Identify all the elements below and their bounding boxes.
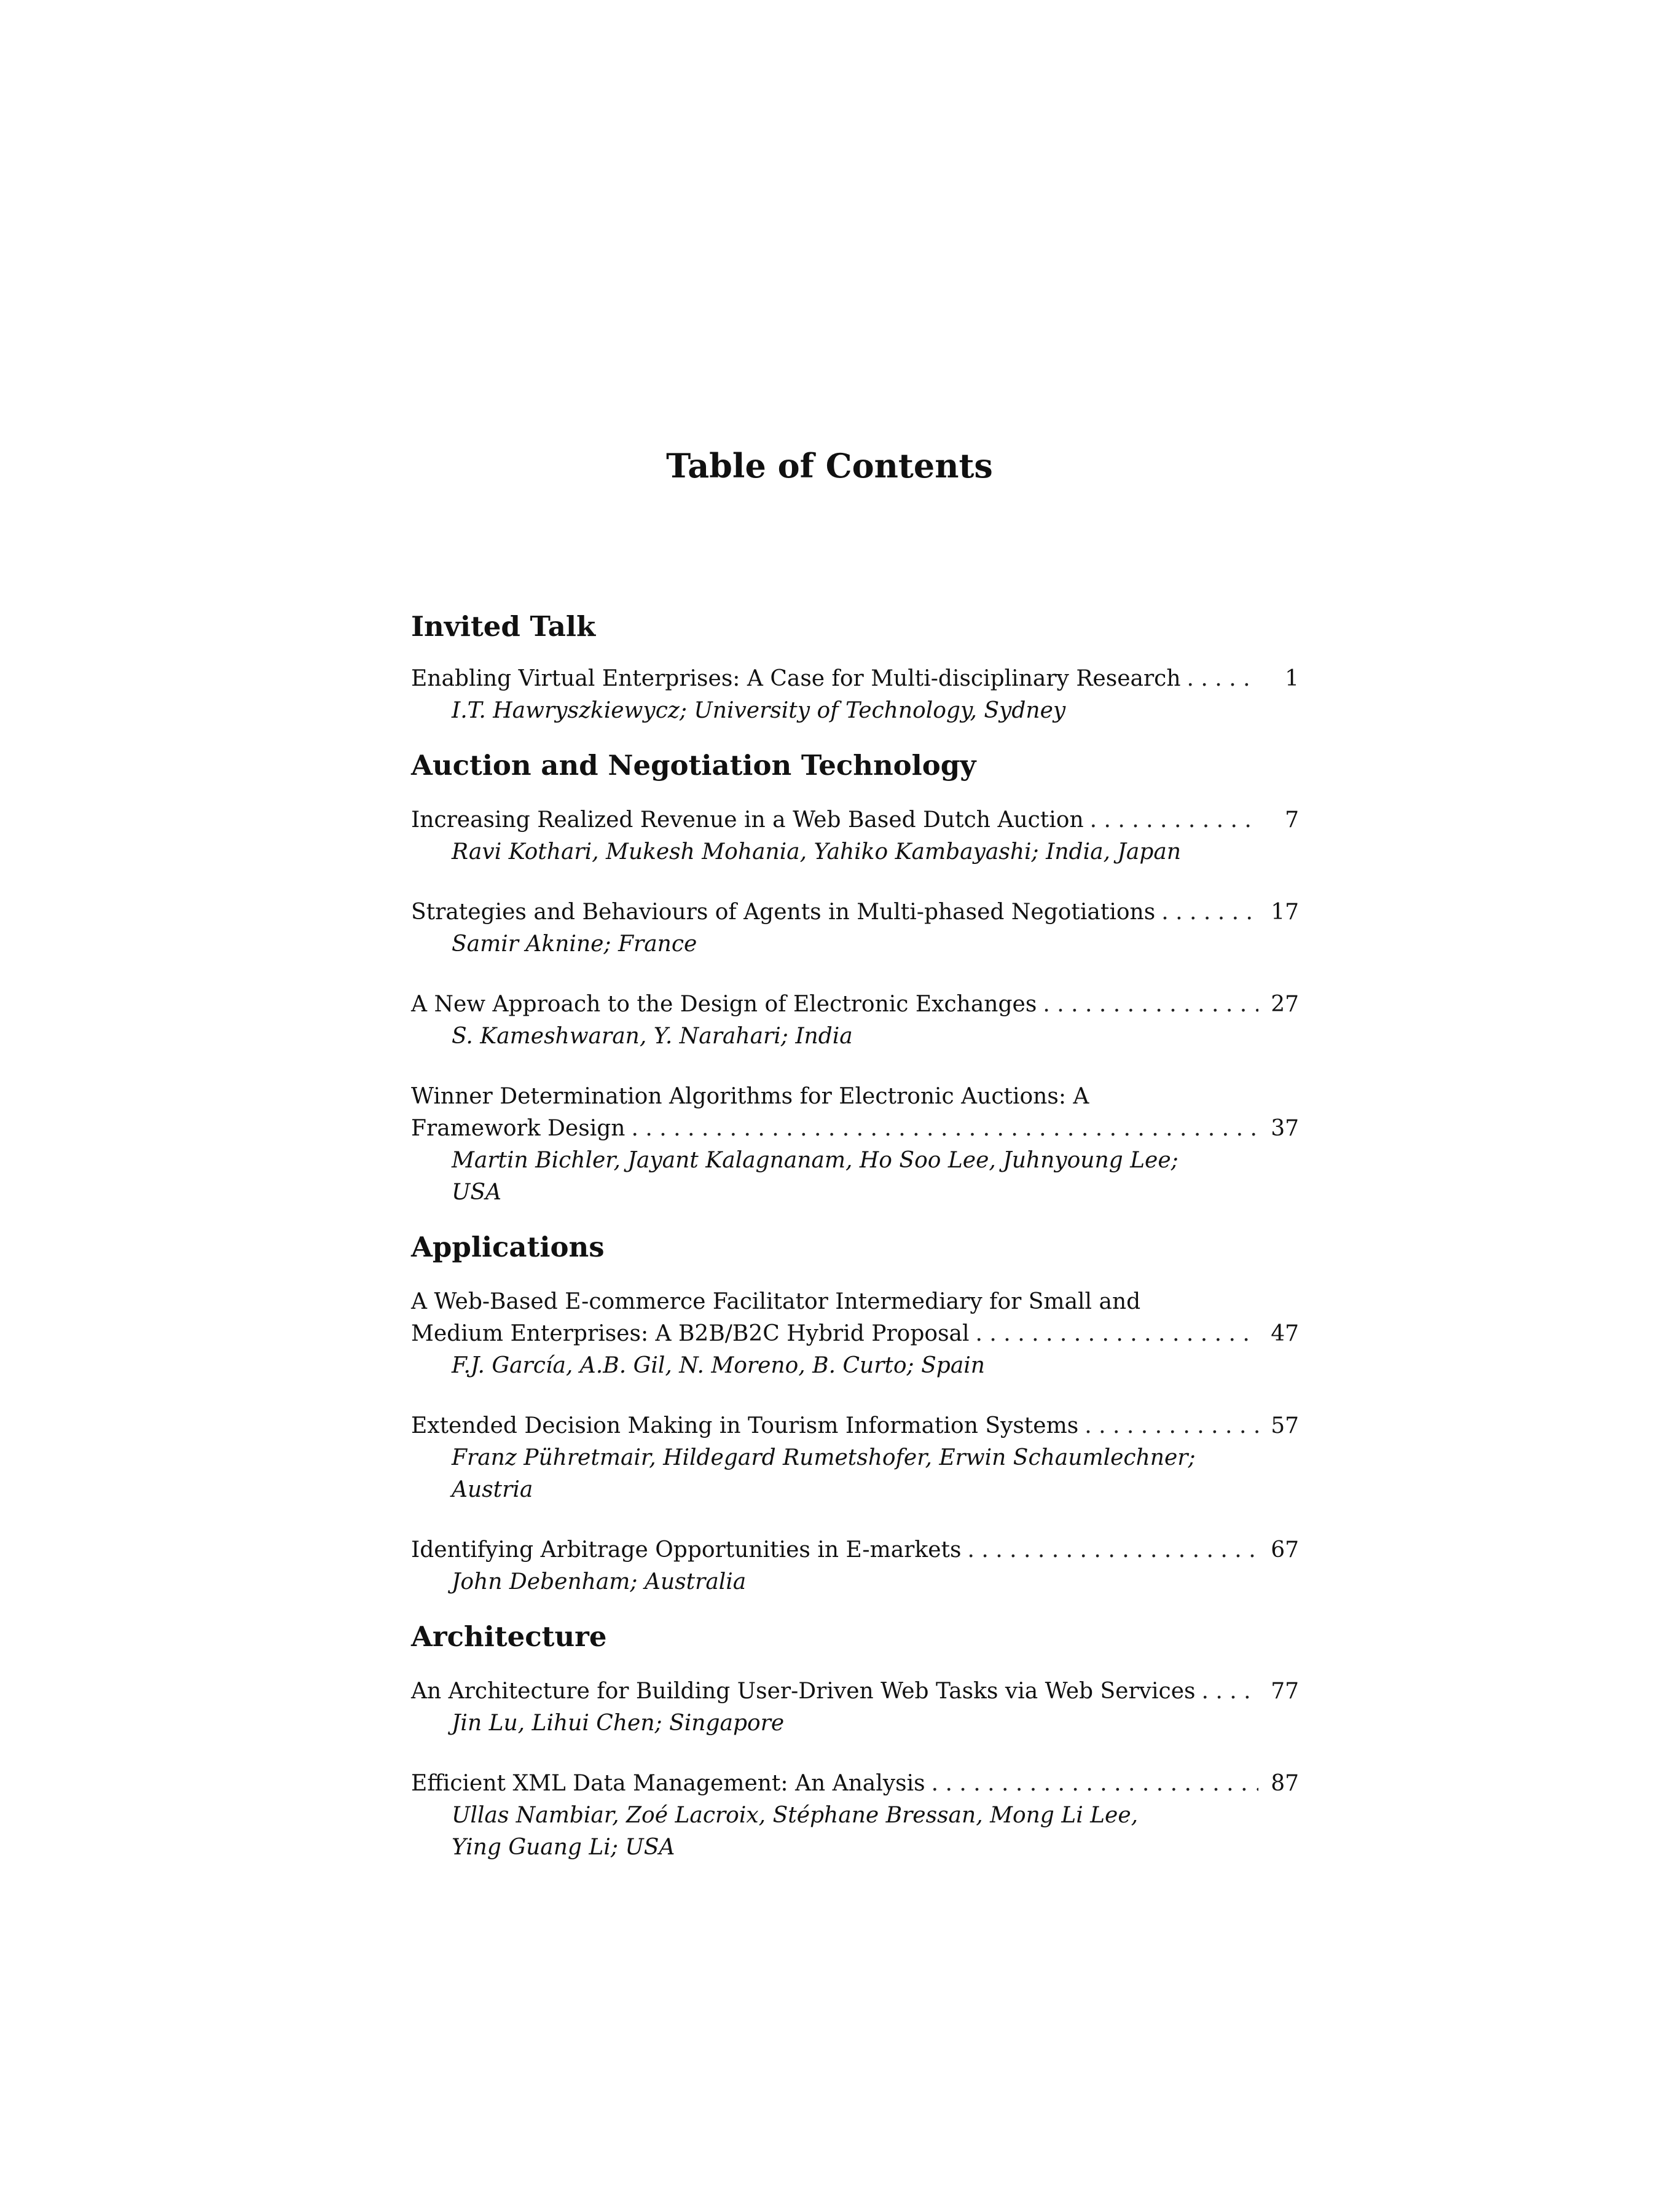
page-number: 67 (1271, 1537, 1299, 1563)
toc-entry[interactable] (411, 663, 1299, 727)
dot-leader (1078, 1410, 1258, 1442)
page-title: Table of Contents (666, 446, 993, 485)
entry-title-text: A Web-Based E-commerce Facilitator Intermediary for Small and (411, 1289, 1141, 1314)
entry-title-line (411, 663, 1299, 695)
entry-title-line (411, 1410, 1299, 1442)
spacer (411, 727, 1299, 744)
entry-title-text: Identifying Arbitrage Opportunities in E-markets (411, 1537, 962, 1563)
spacer (411, 1053, 1299, 1081)
entry-authors: S. Kameshwaran, Y. Narahari; India (452, 1024, 853, 1049)
entry-title-text: A New Approach to the Design of Electronic Exchanges (411, 992, 1037, 1017)
toc-entry[interactable] (411, 1286, 1299, 1382)
entry-title-line (411, 1113, 1299, 1145)
spacer (411, 1658, 1299, 1676)
toc-section (411, 1226, 1299, 1615)
spacer (411, 1269, 1299, 1286)
toc-entry[interactable] (411, 1768, 1299, 1864)
spacer (411, 1209, 1299, 1226)
dot-leader (961, 1534, 1258, 1566)
entry-title-line (411, 1286, 1299, 1318)
toc-section (411, 605, 1299, 744)
spacer (411, 1598, 1299, 1615)
toc-section (411, 1615, 1299, 1864)
entry-title-text: Strategies and Behaviours of Agents in Multi-phased Negotiations (411, 900, 1156, 925)
entry-title-line (411, 1081, 1299, 1113)
dot-leader (625, 1113, 1258, 1145)
dot-leader (1181, 663, 1258, 695)
entry-title-text: Enabling Virtual Enterprises: A Case for Multi-disciplinary Research (411, 666, 1181, 691)
entry-authors: Samir Aknine; France (452, 931, 697, 957)
section-title: Auction and Negotiation Technology (411, 749, 976, 782)
entry-authors: Ullas Nambiar, Zoé Lacroix, Stéphane Bressan, Mong Li Lee, Ying Guang Li; USA (452, 1803, 1139, 1860)
toc-entry[interactable] (411, 804, 1299, 868)
page-number: 47 (1271, 1321, 1299, 1346)
spacer (411, 787, 1299, 804)
section-title: Architecture (411, 1620, 607, 1653)
entry-title-line (411, 1676, 1299, 1708)
entry-authors: John Debenham; Australia (452, 1569, 747, 1594)
page-number: 77 (1271, 1679, 1299, 1704)
spacer (411, 1739, 1299, 1768)
entry-title-text: Winner Determination Algorithms for Electronic Auctions: A (411, 1084, 1089, 1109)
dot-leader (1084, 804, 1258, 836)
entry-title-line (411, 1318, 1299, 1350)
toc-entry[interactable] (411, 1534, 1299, 1598)
entry-authors: Franz Pühretmair, Hildegard Rumetshofer, Erwin Schaumlechner; Austria (452, 1445, 1196, 1502)
entry-title-line (411, 896, 1299, 928)
entry-authors: I.T. Hawryszkiewycz; University of Technology, Sydney (452, 698, 1066, 723)
page-number: 57 (1271, 1413, 1299, 1438)
section-title: Applications (411, 1231, 605, 1263)
section-title: Invited Talk (411, 610, 596, 643)
entry-title-text: Efficient XML Data Management: An Analysis (411, 1771, 925, 1796)
page-number: 37 (1271, 1116, 1299, 1141)
page-number: 7 (1285, 807, 1299, 833)
table-of-contents (411, 605, 1299, 1864)
page-number: 27 (1271, 992, 1299, 1017)
spacer (411, 648, 1299, 663)
dot-leader (925, 1768, 1258, 1800)
toc-entry[interactable] (411, 989, 1299, 1053)
toc-entry[interactable] (411, 896, 1299, 960)
entry-title-text: Increasing Realized Revenue in a Web Based Dutch Auction (411, 807, 1084, 833)
spacer (411, 1382, 1299, 1410)
page-number: 87 (1271, 1771, 1299, 1796)
entry-authors: Martin Bichler, Jayant Kalagnanam, Ho Soo Lee, Juhnyoung Lee; USA (452, 1148, 1179, 1205)
toc-entry[interactable] (411, 1410, 1299, 1506)
entry-authors: F.J. García, A.B. Gil, N. Moreno, B. Curto; Spain (452, 1353, 985, 1378)
spacer (411, 1506, 1299, 1534)
spacer (411, 960, 1299, 989)
dot-leader (1155, 896, 1258, 928)
page-number: 1 (1285, 666, 1299, 691)
entry-authors: Jin Lu, Lihui Chen; Singapore (452, 1711, 785, 1736)
page-number: 17 (1271, 900, 1299, 925)
entry-title-text: An Architecture for Building User-Driven Web Tasks via Web Services (411, 1679, 1196, 1704)
entry-title-line (411, 1534, 1299, 1566)
entry-title-line (411, 1768, 1299, 1800)
spacer (411, 868, 1299, 896)
entry-authors: Ravi Kothari, Mukesh Mohania, Yahiko Kambayashi; India, Japan (452, 839, 1182, 865)
toc-section (411, 744, 1299, 1226)
toc-entry[interactable] (411, 1676, 1299, 1739)
dot-leader (970, 1318, 1258, 1350)
entry-title-text: Medium Enterprises: A B2B/B2C Hybrid Proposal (411, 1321, 970, 1346)
dot-leader (1037, 989, 1258, 1021)
entry-title-line (411, 804, 1299, 836)
entry-title-line (411, 989, 1299, 1021)
entry-title-text: Framework Design (411, 1116, 626, 1141)
dot-leader (1195, 1676, 1258, 1708)
toc-entry[interactable] (411, 1081, 1299, 1209)
entry-title-text: Extended Decision Making in Tourism Information Systems (411, 1413, 1079, 1438)
